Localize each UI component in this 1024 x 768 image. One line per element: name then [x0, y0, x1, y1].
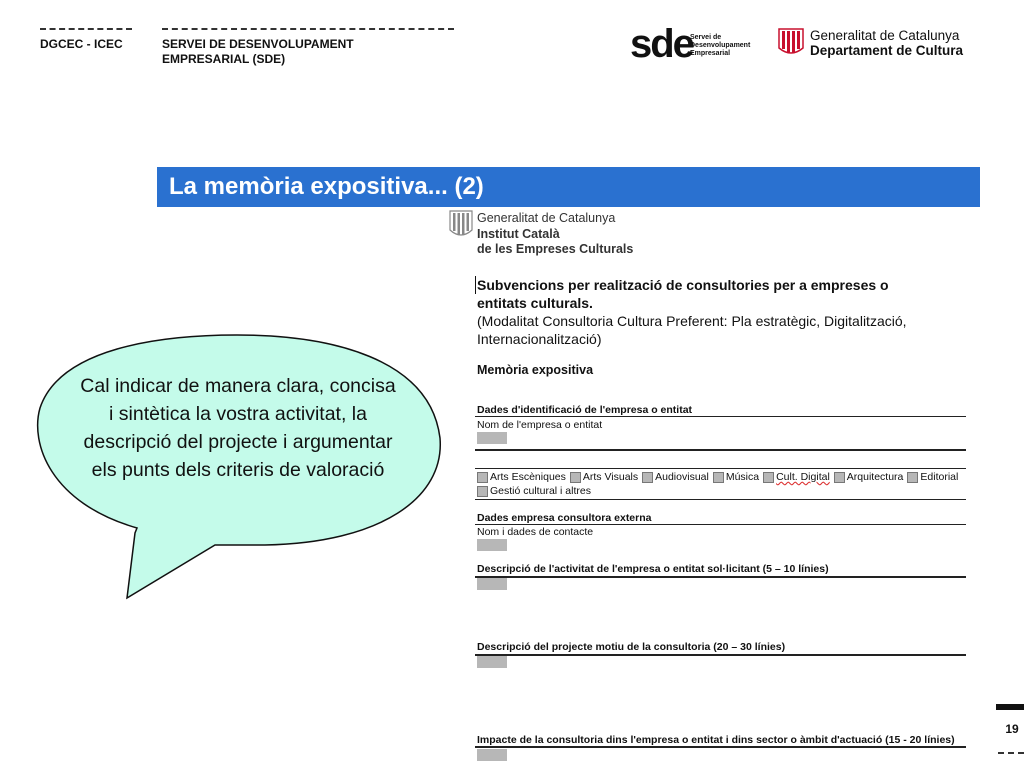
title-band [157, 167, 980, 207]
doc-line-projecte [475, 654, 966, 656]
doc-heading-line-1: Subvencions per realització de consultories per a empreses o [477, 277, 889, 293]
doc-heading-line-2 [477, 294, 593, 312]
category-arts-visuals[interactable] [570, 471, 638, 484]
gencat-logo-line-2: Departament de Cultura [810, 43, 964, 58]
checkbox-icon[interactable] [477, 472, 488, 483]
field-activitat[interactable] [477, 578, 507, 590]
speech-bubble-text: Cal indicar de manera clara, concisa i sintètica la vostra activitat, la descripció del projecte i argumentar els punts dels criteris de valoració [80, 375, 396, 481]
category-checkbox-row [477, 471, 962, 484]
checkbox-icon[interactable] [907, 472, 918, 483]
field-projecte[interactable] [477, 656, 507, 668]
text-cursor [475, 276, 476, 294]
doc-line-impacte [475, 746, 966, 748]
doc-label-consultora: Nom i dades de contacte [477, 526, 594, 538]
header-dash-center [162, 28, 454, 30]
checkbox-icon[interactable] [477, 486, 488, 497]
sde-sub-line-1: Servei de [690, 34, 722, 41]
doc-heading-line-2-text: entitats culturals. [477, 295, 593, 311]
header-center-label-2: EMPRESARIAL (SDE) [162, 52, 286, 66]
category-label: Gestió cultural i altres [490, 485, 591, 497]
doc-line-activitat [475, 576, 966, 578]
category-checkbox-row-2 [477, 485, 595, 498]
doc-section-projecte: Descripció del projecte motiu de la consultoria (20 – 30 línies) [477, 641, 786, 653]
doc-section-consultora: Dades empresa consultora externa [477, 512, 652, 524]
doc-org-line-1: Generalitat de Catalunya [477, 211, 616, 225]
category-musica[interactable] [713, 471, 759, 484]
checkbox-icon[interactable] [713, 472, 724, 483]
doc-section-activitat: Descripció de l'activitat de l'empresa o entitat sol·licitant (5 – 10 línies) [477, 563, 829, 575]
sde-sub-line-3: Empresarial [690, 50, 731, 57]
field-impacte[interactable] [477, 749, 507, 761]
doc-memoria-heading: Memòria expositiva [477, 363, 594, 377]
field-consultora[interactable] [477, 539, 507, 551]
gencat-logo-line-1: Generalitat de Catalunya [810, 28, 960, 43]
slide-title: La memòria expositiva... (2) [169, 173, 484, 200]
doc-line-cats-bottom [475, 499, 966, 500]
sde-logo-subtitle [690, 34, 760, 58]
doc-label-nom-empresa: Nom de l'empresa o entitat [477, 419, 603, 431]
category-arquitectura[interactable] [834, 471, 904, 484]
doc-line-consultora-top [475, 524, 966, 525]
checkbox-icon[interactable] [763, 472, 774, 483]
category-label: Arquitectura [846, 471, 904, 483]
doc-org-line-3: de les Empreses Culturals [477, 242, 634, 256]
category-label: Editorial [920, 471, 959, 483]
page-number-bar [996, 704, 1024, 710]
category-editorial[interactable] [907, 471, 958, 484]
doc-line-ident-bottom [475, 449, 966, 451]
category-audiovisual[interactable] [642, 471, 709, 484]
checkbox-icon[interactable] [570, 472, 581, 483]
gencat-doc-emblem-icon [449, 210, 473, 240]
doc-line-ident-top [475, 416, 966, 417]
header-center-label-1: SERVEI DE DESENVOLUPAMENT [162, 37, 354, 51]
category-cult-digital[interactable] [763, 471, 830, 484]
doc-line-cats-top [475, 468, 966, 469]
doc-heading-line-3: (Modalitat Consultoria Cultura Preferent: Pla estratègic, Digitalització, [477, 313, 907, 329]
gencat-emblem-icon [778, 28, 804, 58]
sde-sub-line-2: Desenvolupament [690, 42, 751, 49]
field-nom-empresa[interactable] [477, 432, 507, 444]
category-label: Audiovisual [655, 471, 709, 483]
category-label: Música [725, 471, 760, 483]
category-label: Cult. Digital [776, 471, 830, 483]
category-arts-esceniques[interactable] [477, 471, 566, 484]
page-number: 19 [1005, 722, 1019, 736]
header-left-label: DGCEC - ICEC [40, 37, 123, 51]
doc-heading-line-4: Internacionalització) [477, 331, 602, 347]
header-dash-left [40, 28, 132, 30]
doc-org-line-2: Institut Català [477, 227, 560, 241]
checkbox-icon[interactable] [834, 472, 845, 483]
sde-logo-letters: sde [630, 22, 693, 66]
sde-logo [630, 24, 760, 66]
category-gestio-cultural[interactable] [477, 485, 591, 498]
checkbox-icon[interactable] [642, 472, 653, 483]
category-label: Arts Visuals [582, 471, 639, 483]
doc-section-identificacio: Dades d'identificació de l'empresa o entitat [477, 404, 693, 416]
gencat-logo [778, 28, 988, 62]
category-label: Arts Escèniques [490, 471, 566, 483]
page-number-dash [998, 752, 1024, 754]
doc-section-impacte: Impacte de la consultoria dins l'empresa o entitat i dins sector o àmbit d'actuació (15 - 20 línies) [477, 734, 955, 746]
